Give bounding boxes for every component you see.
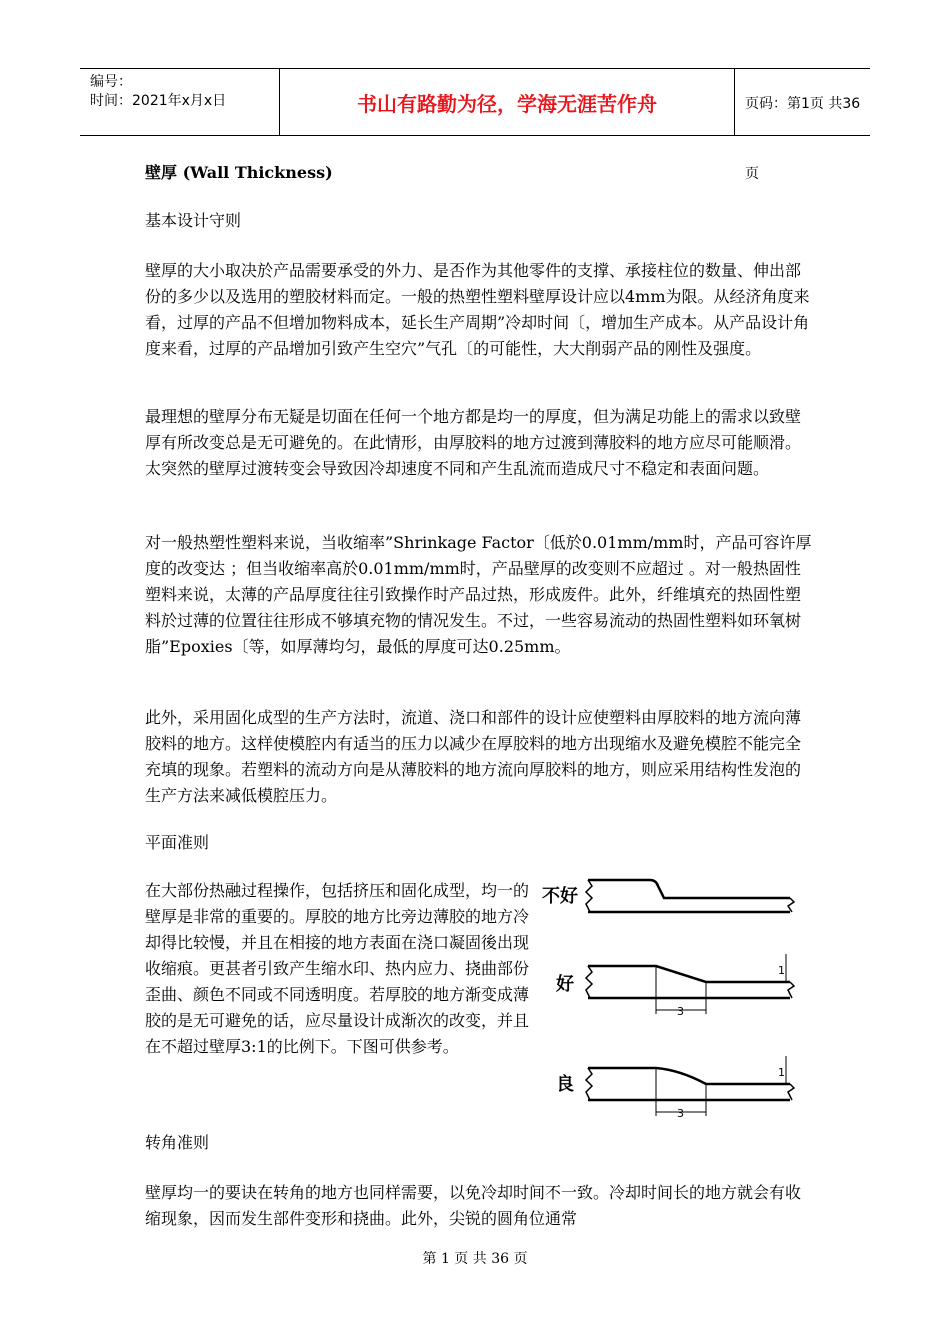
paragraph-2: 最理想的壁厚分布无疑是切面在任何一个地方都是均一的厚度，但为满足功能上的需求以致壁厚有所改变总是无可避免的。在此情形，由厚胶料的地方过渡到薄胶料的地方应尽可能顺滑。太突然的壁厚过渡转变会导致因冷却速度不同和产生乱流而造成尺寸不稳定和表面问题。	[145, 407, 802, 478]
better-top-edge	[588, 1068, 790, 1084]
header-time: 时间：2021年x月x日	[90, 93, 227, 109]
paragraph-6: 壁厚均一的要诀在转角的地方也同样需要，以免冷却时间不一致。冷却时间长的地方就会有收缩现象，因而发生部件变形和挠曲。此外，尖锐的圆角位通常	[145, 1183, 802, 1228]
good-dim-three: 3	[677, 1005, 684, 1018]
header-slogan: 书山有路勤为径，学海无涯苦作舟	[280, 69, 735, 135]
header-number: 编号：	[90, 74, 132, 90]
bad-break-left	[586, 880, 592, 912]
section-heading-plane: 平面准则	[145, 833, 210, 852]
section-heading-corner: 转角准则	[145, 1133, 210, 1152]
paragraph-1: 壁厚的大小取决於产品需要承受的外力、是否作为其他零件的支撑、承接柱位的数量、伸出部份的多少以及选用的塑胶材料而定。一般的热塑性塑料壁厚设计应以4mm为限。从经济角度来看，过厚的产品不但增加物料成本，延长生产周期”冷却时间〔，增加生产成本。从产品设计角度来看，过厚的产品增加引致产生空穴”气孔〔的可能性，大大削弱产品的刚性及强度。	[145, 261, 810, 358]
header-page-info: 页码：第1页 共36页	[745, 96, 861, 182]
thickness-transition-figure	[540, 862, 815, 1122]
bad-top-edge	[588, 880, 790, 898]
good-break-left	[586, 966, 592, 998]
better-break-right	[788, 1084, 794, 1100]
better-break-left	[586, 1068, 592, 1100]
better-dim-three: 3	[677, 1107, 684, 1120]
section-heading-basic: 基本设计守则	[145, 211, 242, 230]
paragraph-4: 此外，采用固化成型的生产方法时，流道、浇口和部件的设计应使塑料由厚胶料的地方流向薄胶料的地方。这样使模腔内有适当的压力以减少在厚胶料的地方出现缩水及避免模腔不能完全充填的现象。若塑料的流动方向是从薄胶料的地方流向厚胶料的地方，则应采用结构性发泡的生产方法来减低模腔压力。	[145, 708, 802, 805]
label-better: 良	[556, 1074, 574, 1095]
paragraph-3: 对一般热塑性塑料来说，当收缩率”Shrinkage Factor〔低於0.01mm/mm时，产品可容许厚度的改变达 ；但当收缩率高於0.01mm/mm时，产品壁厚的改变则不应超过 。对一般热固性塑料来说，太薄的产品厚度往往引致操作时产品过热，形成废件。此外，纤维填充的热固性塑料於过薄的位置往往形成不够填充物的情况发生。不过，一些容易流动的热固性塑料如环氧树脂”Epoxies〔等，如厚薄均匀，最低的厚度可达0.25mm。	[145, 533, 812, 656]
paragraph-5: 在大部份热融过程操作，包括挤压和固化成型，均一的壁厚是非常的重要的。厚胶的地方比旁边薄胶的地方冷却得比较慢，并且在相接的地方表面在浇口凝固後出现收缩痕。更甚者引致产生缩水印、热内应力、挠曲部份歪曲、颜色不同或不同透明度。若厚胶的地方渐变成薄胶的是无可避免的话，应尽量设计成渐次的改变，并且在不超过壁厚3:1的比例下。下图可供参考。	[145, 881, 530, 1056]
header-meta	[80, 69, 280, 135]
label-bad: 不好	[542, 886, 578, 907]
good-dim-one: 1	[778, 964, 785, 977]
page-footer: 第 1 页 共 36 页	[422, 1251, 528, 1267]
good-top-edge	[588, 966, 790, 982]
wall-thickness-diagram	[540, 862, 815, 1122]
bad-break-right	[788, 898, 794, 912]
document-title: 壁厚 (Wall Thickness)	[145, 163, 333, 182]
good-break-right	[788, 982, 794, 998]
better-dim-one: 1	[778, 1066, 785, 1079]
label-good: 好	[556, 974, 574, 995]
